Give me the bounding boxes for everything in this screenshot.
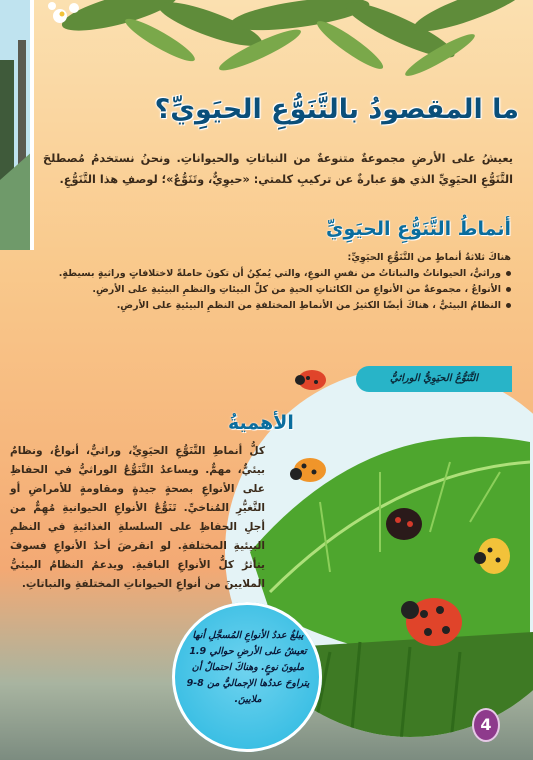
- importance-heading: الأهميةُ: [228, 412, 294, 434]
- page-title: ما المقصودُ بالتَّنَوُّعِ الحيَوِيِّ؟: [154, 94, 519, 125]
- types-list: [31, 266, 511, 314]
- leaves-illustration: [0, 0, 533, 100]
- list-item: النظامُ البيئيُّ ، هناكَ أيضًا الكثيرُ من الأنماطِ المختلفةِ من النظمِ البيئيةِ على الأرضِ.: [31, 298, 511, 314]
- types-intro: هناكَ ثلاثةُ أنماطٍ من التَّنَوُّعِ الحيَوِيِّ:: [347, 252, 511, 263]
- list-item: الأنواعُ ، مجموعةٌ من الأنواعِ من الكائناتِ الحيةِ من كلِّ البيئاتِ والنظمِ البيئيةِ على الأرضِ.: [31, 282, 511, 298]
- list-item: وراثيٌّ، الحيواناتُ والنباتاتُ من نفسِ النوعِ، والتي يُمكِنُ أن تكونَ حاملةً لاختلافاتٍ وراثيةٍ بسيطةٍ.: [31, 266, 511, 282]
- ladybird-icon: [295, 370, 326, 390]
- landscape-frame: [0, 0, 34, 250]
- image-caption-tag: التَّنَوُّعُ الحيَوِيُّ الوراثيُّ: [356, 366, 512, 392]
- types-heading: أنماطُ التَّنَوُّعِ الحيَوِيِّ: [326, 218, 511, 240]
- page-number: 4: [472, 708, 500, 742]
- intro-paragraph: يعيشُ على الأرضِ مجموعةٌ متنوعةٌ من النباتاتِ والحيواناتِ. ونحنُ نستخدمُ مُصطلحَ التَّنَوُّعِ الحيَوِيِّ الذي هوَ عبارةٌ عن تركيبِ كلمتي: «حيوِيٌّ، وتَنَوُّعٌ»؛ لوصفِ هذا التَّنَوُّعِ.: [43, 152, 513, 186]
- fact-text: يبلغُ عددُ الأنواعِ المُسجَّلِ أنها تعيشُ على الأرضِ حوالي 1.9 مليونَ نوعٍ. وهناكَ احتمالٌ أن يتراوحَ عددُها الإجماليُّ من 8-9 ملايينَ.: [186, 630, 310, 705]
- importance-paragraph: كلُّ أنماطِ التَّنَوُّعِ الحيَوِيِّ، وراثيٌّ، أنواعٌ، ونظامٌ بيئيٌّ، مهمٌّ. ويساعدُ التَّنَوُّعُ الوراثيُّ في الحفاظِ على الأنواعِ بصحةٍ جيدةٍ ومقاومةٍ للأمراضِ أو التَّغيُّرِ المُناخيِّ. تَنَوُّعُ الأنواعِ الحيوانيةِ مُهِمٌّ من أجلِ الحفاظِ على السلسلةِ الغذائيةِ في النظمِ البيئيةِ المختلفةِ. لو انقرضَ أحدُ الأنواعِ فسوفَ يتأثرُ كلُّ الأنواعِ الباقيةِ. ويدعمُ النظامُ البيئيُّ الملايينَ من أنواعِ الحيواناتِ المختلفةِ والنباتاتِ.: [10, 445, 265, 590]
